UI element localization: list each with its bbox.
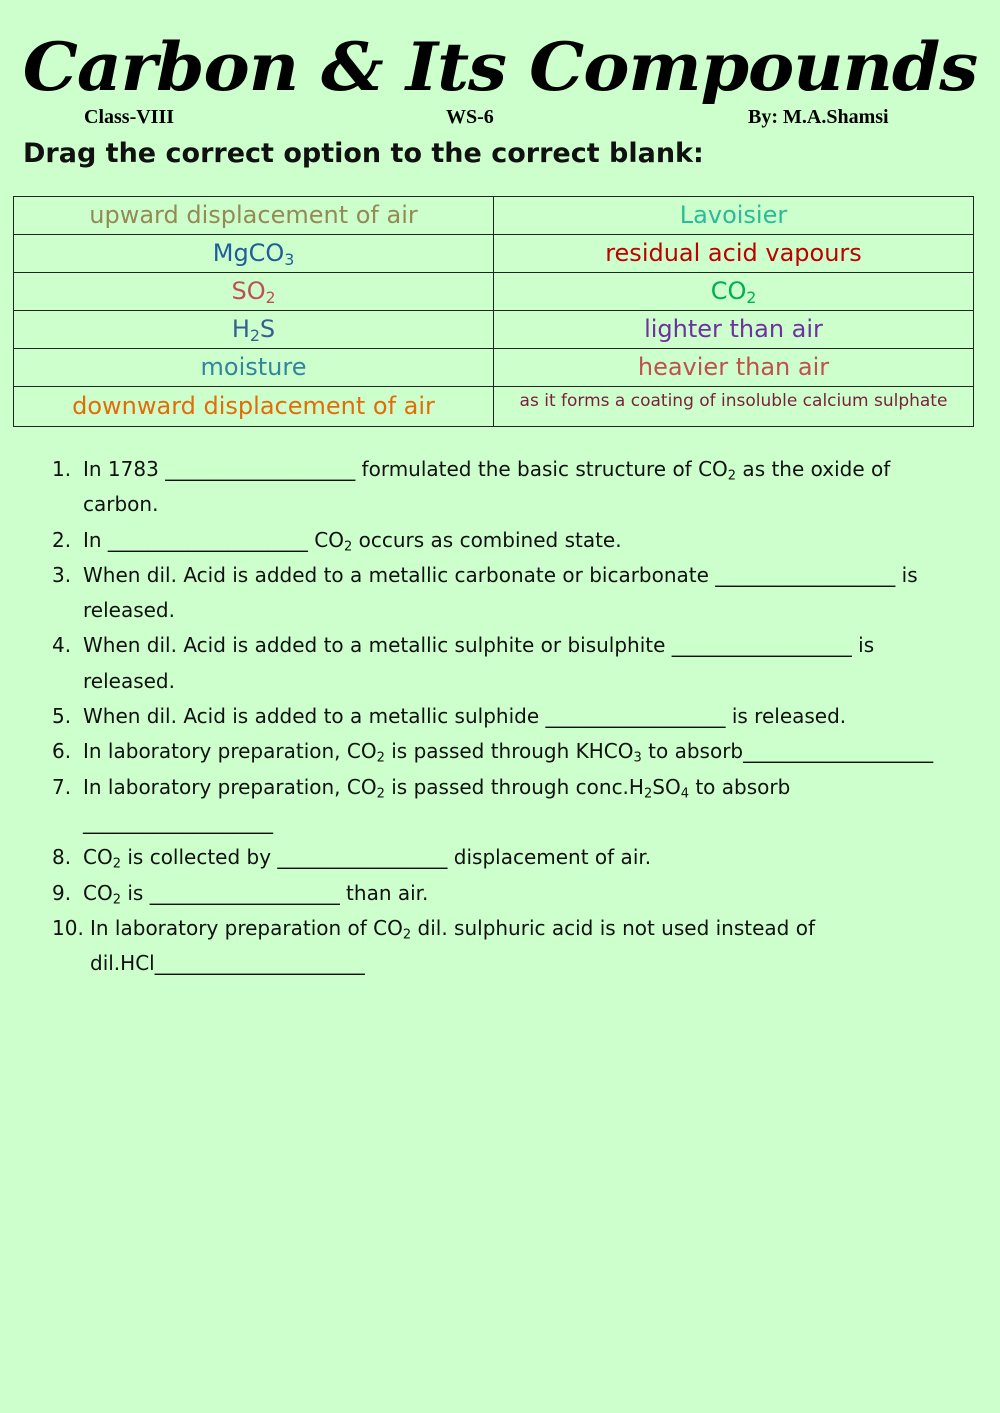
question-item bbox=[20, 558, 960, 629]
subscript: 2 bbox=[112, 856, 121, 872]
question-item bbox=[20, 840, 960, 875]
question-text: is ___________________ than air. bbox=[121, 880, 429, 905]
question-text: In laboratory preparation, CO bbox=[83, 739, 377, 764]
option-chip[interactable]: MgCO$_3$ bbox=[14, 235, 494, 273]
question-number: 8. bbox=[52, 845, 72, 870]
question-list bbox=[20, 452, 960, 981]
subscript: 3 bbox=[633, 750, 642, 766]
question-number: 9. bbox=[52, 880, 72, 905]
subscript: 2 bbox=[376, 785, 385, 801]
subscript: 2 bbox=[402, 927, 412, 943]
question-item bbox=[20, 770, 960, 841]
subscript: 2 bbox=[643, 785, 653, 801]
subscript: 2 bbox=[344, 538, 353, 554]
option-row bbox=[14, 197, 974, 235]
option-chip[interactable]: residual acid vapours bbox=[494, 235, 974, 273]
option-row bbox=[14, 311, 974, 349]
option-row bbox=[14, 273, 974, 311]
option-chip[interactable]: $CO_2$ bbox=[494, 273, 974, 311]
class-label: Class-VIII bbox=[84, 106, 175, 128]
option-chip[interactable]: upward displacement of air bbox=[14, 197, 494, 235]
question-text: is passed through conc.H bbox=[384, 774, 644, 799]
subscript: 2 bbox=[376, 750, 385, 766]
question-text: In laboratory preparation, CO bbox=[83, 774, 377, 799]
instruction-text: Drag the correct option to the correct blank: bbox=[23, 138, 704, 169]
author-label: By: M.A.Shamsi bbox=[748, 106, 889, 128]
question-number: 2. bbox=[52, 527, 72, 552]
question-number: 6. bbox=[52, 739, 72, 764]
subscript: 2 bbox=[727, 468, 737, 484]
question-text: is collected by _________________ displacement of air. bbox=[121, 845, 652, 870]
option-chip[interactable]: $H_2S$ bbox=[14, 311, 494, 349]
question-text: to absorb___________________ bbox=[641, 739, 934, 764]
option-chip[interactable]: downward displacement of air bbox=[14, 387, 494, 427]
question-item bbox=[20, 876, 960, 911]
question-text: CO bbox=[83, 845, 113, 870]
question-number: 10. bbox=[52, 915, 84, 940]
subscript: 4 bbox=[680, 785, 689, 801]
question-number: 5. bbox=[52, 704, 72, 729]
option-chip[interactable]: moisture bbox=[14, 349, 494, 387]
option-chip[interactable]: Lavoisier bbox=[494, 197, 974, 235]
option-chip[interactable]: lighter than air bbox=[494, 311, 974, 349]
question-number: 3. bbox=[52, 562, 72, 587]
worksheet-title: Carbon & Its Compounds bbox=[22, 28, 978, 106]
question-text: to absorb ___________________ bbox=[83, 774, 791, 834]
option-row bbox=[14, 349, 974, 387]
question-text: CO bbox=[83, 880, 113, 905]
question-item bbox=[20, 734, 960, 769]
option-chip[interactable]: heavier than air bbox=[494, 349, 974, 387]
option-row bbox=[14, 235, 974, 273]
question-text: When dil. Acid is added to a metallic carbonate or bicarbonate __________________ is released. bbox=[83, 562, 918, 623]
question-number: 7. bbox=[52, 774, 72, 799]
options-table bbox=[13, 196, 974, 427]
subscript: 2 bbox=[112, 891, 121, 907]
option-chip[interactable]: $SO_2$ bbox=[14, 273, 494, 311]
question-text: In laboratory preparation of CO bbox=[90, 915, 403, 940]
question-text: When dil. Acid is added to a metallic sulphite or bisulphite __________________ is released. bbox=[83, 633, 875, 693]
question-text: occurs as combined state. bbox=[352, 527, 622, 552]
question-text: SO bbox=[652, 774, 681, 799]
question-text: as the oxide of carbon. bbox=[83, 457, 891, 517]
question-text: In 1783 ___________________ formulated the basic structure of CO bbox=[83, 457, 728, 481]
question-item bbox=[20, 523, 960, 558]
question-number: 4. bbox=[52, 633, 72, 658]
question-text: dil. sulphuric acid is not used instead of dil.HCl_____________________ bbox=[90, 915, 816, 976]
option-chip[interactable]: as it forms a coating of insoluble calcium sulphate bbox=[494, 387, 974, 427]
question-item bbox=[20, 699, 960, 734]
option-row bbox=[14, 387, 974, 427]
question-item bbox=[20, 628, 960, 699]
question-text: In ____________________ CO bbox=[83, 527, 344, 552]
worksheet-number: WS-6 bbox=[446, 106, 494, 128]
question-item bbox=[20, 452, 960, 523]
question-text: is passed through KHCO bbox=[384, 739, 634, 764]
question-item bbox=[20, 911, 960, 982]
question-text: When dil. Acid is added to a metallic sulphide __________________ is released. bbox=[83, 704, 847, 729]
question-number: 1. bbox=[52, 457, 72, 481]
